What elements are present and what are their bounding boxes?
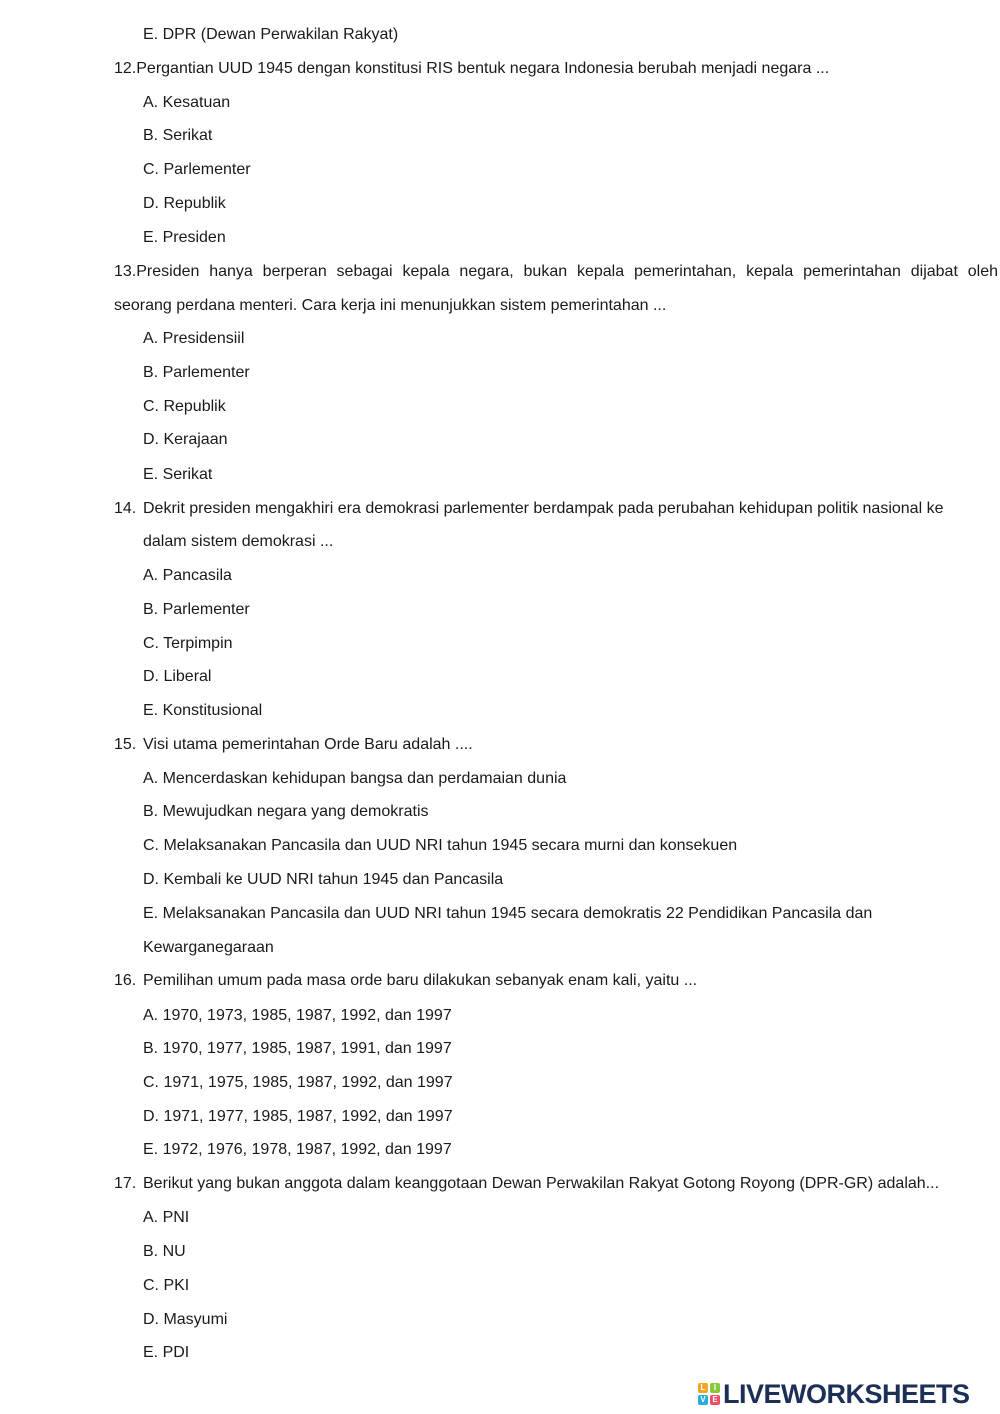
- question-15-text: Visi utama pemerintahan Orde Baru adalah ....: [143, 736, 473, 753]
- question-12: 12.Pergantian UUD 1945 dengan konstitusi RIS bentuk negara Indonesia berubah menjadi negara ...: [114, 60, 830, 77]
- question-13-line-2: seorang perdana menteri. Cara kerja ini menunjukkan sistem pemerintahan ...: [114, 297, 667, 314]
- question-16-text: Pemilihan umum pada masa orde baru dilakukan sebanyak enam kali, yaitu ...: [143, 972, 698, 989]
- option-17a: A. PNI: [143, 1209, 190, 1226]
- option-14e: E. Konstitusional: [143, 702, 263, 719]
- option-11e: E. DPR (Dewan Perwakilan Rakyat): [143, 26, 399, 43]
- question-13-line-1: 13.Presiden hanya berperan sebagai kepala negara, bukan kepala pemerintahan, kepala pemerintahan dijabat oleh: [114, 263, 998, 280]
- option-16d: D. 1971, 1977, 1985, 1987, 1992, dan 1997: [143, 1108, 453, 1125]
- option-12b: B. Serikat: [143, 127, 213, 144]
- option-13b: B. Parlementer: [143, 364, 250, 381]
- liveworksheets-logo-text: LIVEWORKSHEETS: [723, 1378, 970, 1409]
- question-15-number: 15.: [114, 736, 137, 753]
- question-14-line-2: dalam sistem demokrasi ...: [143, 533, 334, 550]
- question-14-line-1: [114, 499, 943, 519]
- option-13a: A. Presidensiil: [143, 330, 245, 347]
- question-17-number: 17.: [114, 1175, 137, 1192]
- logo-tile-3: V: [698, 1395, 708, 1405]
- option-17b: B. NU: [143, 1243, 186, 1260]
- option-14c: C. Terpimpin: [143, 635, 233, 652]
- logo-tile-1: L: [698, 1383, 708, 1393]
- option-14b: B. Parlementer: [143, 601, 250, 618]
- option-16b: B. 1970, 1977, 1985, 1987, 1991, dan 1997: [143, 1040, 452, 1057]
- option-15b: B. Mewujudkan negara yang demokratis: [143, 803, 429, 820]
- option-13c: C. Republik: [143, 398, 226, 415]
- question-17: [114, 1174, 939, 1194]
- option-15e-line-1: E. Melaksanakan Pancasila dan UUD NRI tahun 1945 secara demokratis 22 Pendidikan Pancasila dan: [143, 905, 873, 922]
- option-17e: E. PDI: [143, 1344, 190, 1361]
- option-12c: C. Parlementer: [143, 161, 251, 178]
- question-16-number: 16.: [114, 972, 137, 989]
- question-16: [114, 971, 697, 991]
- option-14d: D. Liberal: [143, 668, 212, 685]
- question-14-text: Dekrit presiden mengakhiri era demokrasi parlementer berdampak pada perubahan kehidupan politik nasional ke: [143, 500, 944, 517]
- option-12e: E. Presiden: [143, 229, 226, 246]
- option-16a: A. 1970, 1973, 1985, 1987, 1992, dan 1997: [143, 1007, 452, 1024]
- option-16c: C. 1971, 1975, 1985, 1987, 1992, dan 1997: [143, 1074, 453, 1091]
- option-15e-line-2: Kewarganegaraan: [143, 939, 274, 956]
- option-14a: A. Pancasila: [143, 567, 232, 584]
- option-15c: C. Melaksanakan Pancasila dan UUD NRI tahun 1945 secara murni dan konsekuen: [143, 837, 738, 854]
- option-12d: D. Republik: [143, 195, 226, 212]
- option-17d: D. Masyumi: [143, 1311, 228, 1328]
- option-12a: A. Kesatuan: [143, 94, 231, 111]
- option-13d: D. Kerajaan: [143, 431, 228, 448]
- question-15: [114, 735, 473, 755]
- option-17c: C. PKI: [143, 1277, 190, 1294]
- question-14-number: 14.: [114, 500, 137, 517]
- option-15a: A. Mencerdaskan kehidupan bangsa dan perdamaian dunia: [143, 770, 567, 787]
- option-16e: E. 1972, 1976, 1978, 1987, 1992, dan 1997: [143, 1141, 452, 1158]
- logo-tile-2: I: [710, 1383, 720, 1393]
- logo-tile-4: E: [710, 1395, 720, 1405]
- liveworksheets-logo: [698, 1380, 970, 1408]
- liveworksheets-logo-icon: [698, 1383, 720, 1405]
- option-15d: D. Kembali ke UUD NRI tahun 1945 dan Pancasila: [143, 871, 504, 888]
- option-13e: E. Serikat: [143, 466, 213, 483]
- question-17-text: Berikut yang bukan anggota dalam keanggotaan Dewan Perwakilan Rakyat Gotong Royong (DPR-GR) adalah...: [143, 1175, 940, 1192]
